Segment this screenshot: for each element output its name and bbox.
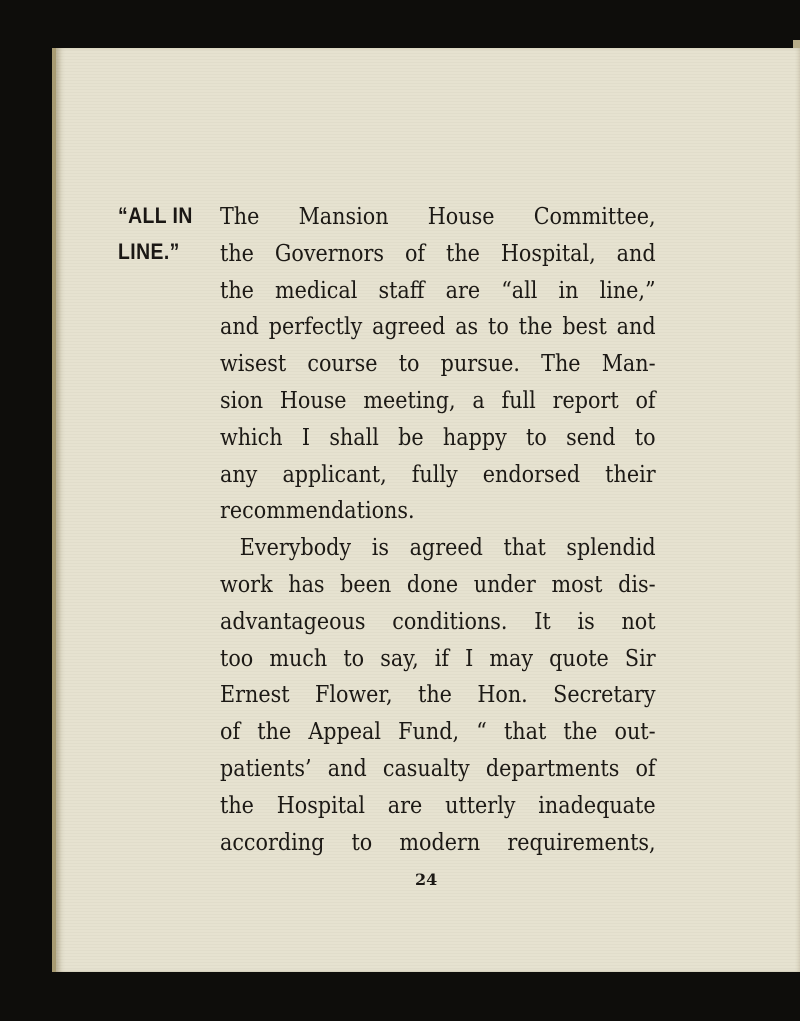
text-line: the medical staff are “all in line,” xyxy=(220,277,656,304)
text-line: The Mansion House Committee, xyxy=(220,204,656,230)
text-line: which I shall be happy to send to xyxy=(220,424,656,451)
text-line: and perfectly agreed as to the best and xyxy=(220,314,656,341)
text-line: work has been done under most dis- xyxy=(220,571,656,598)
text-line: any applicant, fully endorsed their xyxy=(220,461,656,488)
sidenote-line-2: LINE.” xyxy=(118,239,180,264)
text-line: Ernest Flower, the Hon. Secretary xyxy=(220,682,656,709)
text-line: recommendations. xyxy=(220,498,415,525)
text-line: Everybody is agreed that splendid xyxy=(239,535,656,562)
text-line: the Hospital are utterly inadequate xyxy=(220,792,656,819)
page-number: 24 xyxy=(415,870,438,889)
sidenote-line-1: “ALL IN xyxy=(118,203,193,228)
text-line: according to modern requirements, xyxy=(220,829,656,856)
text-line: the Governors of the Hospital, and xyxy=(220,240,656,267)
text-line: wisest course to pursue. The Man- xyxy=(220,351,656,378)
margin-sidenote xyxy=(118,198,206,270)
body-text xyxy=(220,199,656,861)
text-line: too much to say, if I may quote Sir xyxy=(220,645,656,672)
text-line: patients’ and casualty departments of xyxy=(220,755,656,782)
text-line: sion House meeting, a full report of xyxy=(220,387,656,414)
text-line: advantageous conditions. It is not xyxy=(220,608,656,635)
text-line: of the Appeal Fund, “ that the out- xyxy=(220,719,656,746)
